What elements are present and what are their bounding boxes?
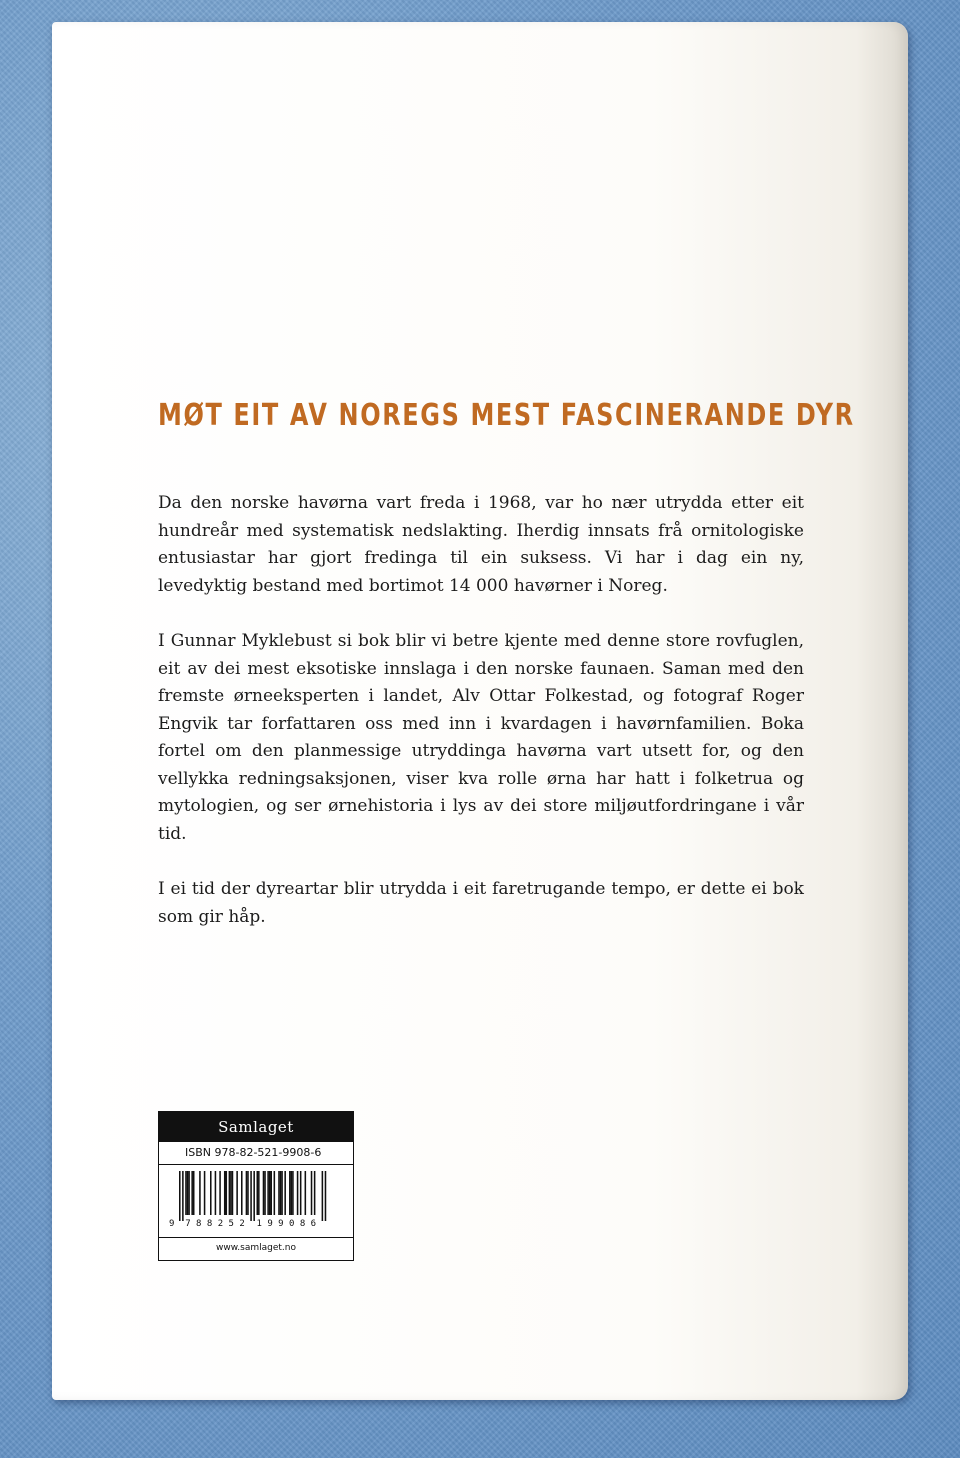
barcode-bar bbox=[297, 1171, 299, 1215]
blurb-paragraph-3: I ei tid der dyreartar blir utrydda i eit faretrugande tempo, er dette ei bok som gir håp. bbox=[158, 879, 804, 927]
barcode-bar bbox=[284, 1171, 286, 1215]
barcode-bar bbox=[241, 1171, 243, 1215]
barcode-bar bbox=[179, 1171, 181, 1221]
barcode-bar bbox=[264, 1171, 266, 1215]
blurb-paragraph-2: I Gunnar Myklebust si bok blir vi betre kjente med denne store rovfuglen, eit av dei mest eksotiske innslaga i den norske faunaen. Saman med den fremste ørneeksperten i landet, Alv Ottar Folkestad, og fotograf Roger Engvik tar forfattaren oss med inn i kvardagen i havørnfamilien. Boka fortel om den planmessige utryddinga havørna vart utsett for, og den vellykka redningsaksjonen, viser kva rolle ørna har hatt i folketrua og mytologien, og ser ørnehistoria i lys av dei store miljøutfordringane i vår tid. bbox=[158, 631, 804, 844]
barcode-bar bbox=[278, 1171, 280, 1215]
barcode-bar bbox=[236, 1171, 238, 1215]
barcode-bar bbox=[274, 1171, 276, 1215]
barcode-bar bbox=[281, 1171, 283, 1215]
barcode-bar bbox=[215, 1171, 217, 1215]
publisher-logo: Samlaget bbox=[159, 1112, 353, 1142]
barcode-bar bbox=[188, 1171, 190, 1215]
barcode-bar bbox=[267, 1171, 269, 1215]
barcode-digits: 1 9 9 0 8 6 bbox=[256, 1219, 317, 1229]
barcode-bar bbox=[292, 1171, 294, 1215]
barcode-bar bbox=[311, 1171, 313, 1215]
barcode-bar bbox=[199, 1171, 201, 1215]
barcode-bar bbox=[253, 1171, 255, 1221]
barcode-bar bbox=[257, 1171, 259, 1215]
barcode-bar bbox=[322, 1171, 324, 1221]
barcode-bar bbox=[270, 1171, 272, 1215]
barcode-bar bbox=[280, 1171, 282, 1215]
publisher-url: www.samlaget.no bbox=[216, 1243, 296, 1253]
barcode-bar bbox=[185, 1171, 187, 1215]
barcode-bar bbox=[224, 1171, 226, 1215]
barcode-bar bbox=[219, 1171, 221, 1215]
barcode-bar bbox=[210, 1171, 212, 1215]
barcode bbox=[159, 1165, 353, 1238]
blurb-text bbox=[158, 490, 804, 959]
barcode-bar bbox=[229, 1171, 231, 1215]
barcode-digits: 7 8 8 2 5 2 bbox=[185, 1219, 245, 1229]
barcode-bar bbox=[325, 1171, 327, 1221]
barcode-bar bbox=[246, 1171, 248, 1215]
barcode-bar bbox=[250, 1171, 252, 1221]
barcode-bar bbox=[191, 1171, 193, 1215]
blurb-paragraph-1: Da den norske havørna vart freda i 1968, var ho nær utrydda etter eit hundreår med systematisk nedslakting. Iherdig innsats frå ornitologiske entusiastar har gjort fredinga til ein suksess. Vi har i dag ein ny, levedyktig bestand med bortimot 14 000 havørner i Noreg. bbox=[158, 493, 804, 596]
barcode-bar bbox=[247, 1171, 249, 1215]
isbn-box bbox=[158, 1111, 354, 1261]
barcode-bar bbox=[204, 1171, 206, 1215]
barcode-graphic bbox=[167, 1171, 345, 1231]
barcode-bar bbox=[187, 1171, 189, 1215]
barcode-bar bbox=[258, 1171, 260, 1215]
barcode-bar bbox=[193, 1171, 195, 1215]
barcode-bar bbox=[291, 1171, 293, 1215]
barcode-bar bbox=[289, 1171, 291, 1215]
barcode-bar bbox=[269, 1171, 271, 1215]
barcode-bar bbox=[230, 1171, 232, 1215]
barcode-bar bbox=[232, 1171, 234, 1215]
barcode-bar bbox=[305, 1171, 307, 1215]
barcode-bar bbox=[314, 1171, 316, 1215]
barcode-bar bbox=[182, 1171, 184, 1221]
cover-headline: MØT EIT AV NOREGS MEST FASCINERANDE DYR bbox=[158, 398, 855, 433]
barcode-bar bbox=[300, 1171, 302, 1215]
barcode-digits: 9 bbox=[169, 1219, 175, 1229]
book-back-cover bbox=[52, 22, 908, 1400]
barcode-bar bbox=[226, 1171, 228, 1215]
isbn-number: ISBN 978-82-521-9908-6 bbox=[159, 1142, 353, 1165]
barcode-bar bbox=[263, 1171, 265, 1215]
